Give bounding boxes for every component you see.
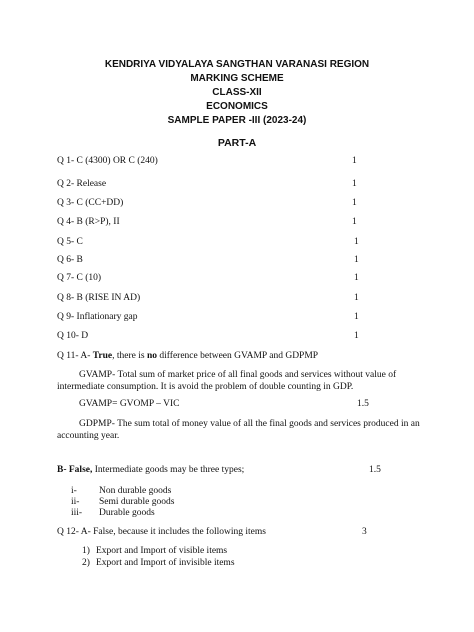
q12-item-text-2: Export and Import of invisible items [96, 558, 235, 568]
header-subject: ECONOMICS [206, 101, 268, 112]
mark-q9: 1 [354, 312, 359, 322]
q11-statement: Q 11- A- True, there is no difference between GVAMP and GDPMP [57, 351, 319, 361]
mark-q1: 1 [352, 156, 357, 166]
mark-q5: 1 [354, 237, 359, 247]
type-num-3: iii- [71, 508, 83, 518]
q11-true: True [92, 351, 113, 361]
answer-q7: Q 7- C (10) [57, 273, 102, 283]
answer-q10: Q 10- D [57, 331, 89, 341]
mark-q6: 1 [354, 255, 359, 265]
answer-q5: Q 5- C [57, 237, 83, 247]
header-marking-scheme: MARKING SCHEME [190, 73, 284, 84]
q11-gvamp-definition: GVAMP- Total sum of market price of all final goods and services without value of intermediate consumption. It is avoid the problem of double counting in GDP. [57, 370, 397, 392]
q12-item-num-1: 1) [82, 546, 90, 556]
mark-q4: 1 [352, 217, 357, 227]
header-class: CLASS-XII [212, 87, 262, 98]
mark-q8: 1 [354, 293, 359, 303]
answer-q6: Q 6- B [57, 255, 83, 265]
answer-q8: Q 8- B (RISE IN AD) [57, 293, 141, 303]
answer-q4: Q 4- B (R>P), II [57, 217, 120, 227]
mark-q2: 1 [352, 179, 357, 189]
mark-q7: 1 [354, 273, 359, 283]
type-text-3: Durable goods [99, 508, 155, 518]
answer-q2: Q 2- Release [57, 179, 107, 189]
header-paper: SAMPLE PAPER -III (2023-24) [167, 115, 307, 126]
q12-item-text-1: Export and Import of visible items [96, 546, 228, 556]
q11-gdpmp-definition: GDPMP- The sum total of money value of all the final goods and services produced in an accounting year. [57, 419, 420, 441]
q12-item-num-2: 2) [82, 558, 90, 568]
q11-formula: GVAMP= GVOMP – VIC [79, 399, 180, 409]
answer-q3: Q 3- C (CC+DD) [57, 198, 124, 208]
type-text-2: Semi durable goods [99, 497, 175, 507]
q11-no: no [146, 351, 158, 361]
type-num-1: i- [71, 486, 77, 496]
partb-mark: 1.5 [369, 465, 381, 475]
header-region: KENDRIYA VIDYALAYA SANGTHAN VARANASI REGION [104, 59, 370, 70]
part-title: PART-A [217, 137, 257, 149]
partb-statement: B- False, Intermediate goods may be three types; [57, 465, 245, 475]
answer-q9: Q 9- Inflationary gap [57, 312, 138, 322]
mark-q10: 1 [354, 331, 359, 341]
q12-statement: Q 12- A- False, because it includes the following items [57, 527, 266, 537]
q11-formula-mark: 1.5 [357, 399, 369, 409]
mark-q3: 1 [352, 198, 357, 208]
answer-q1: Q 1- C (4300) OR C (240) [57, 156, 158, 166]
partb-label: B- False, [57, 465, 93, 475]
q12-mark: 3 [362, 527, 367, 537]
type-num-2: ii- [71, 497, 80, 507]
type-text-1: Non durable goods [99, 486, 172, 496]
